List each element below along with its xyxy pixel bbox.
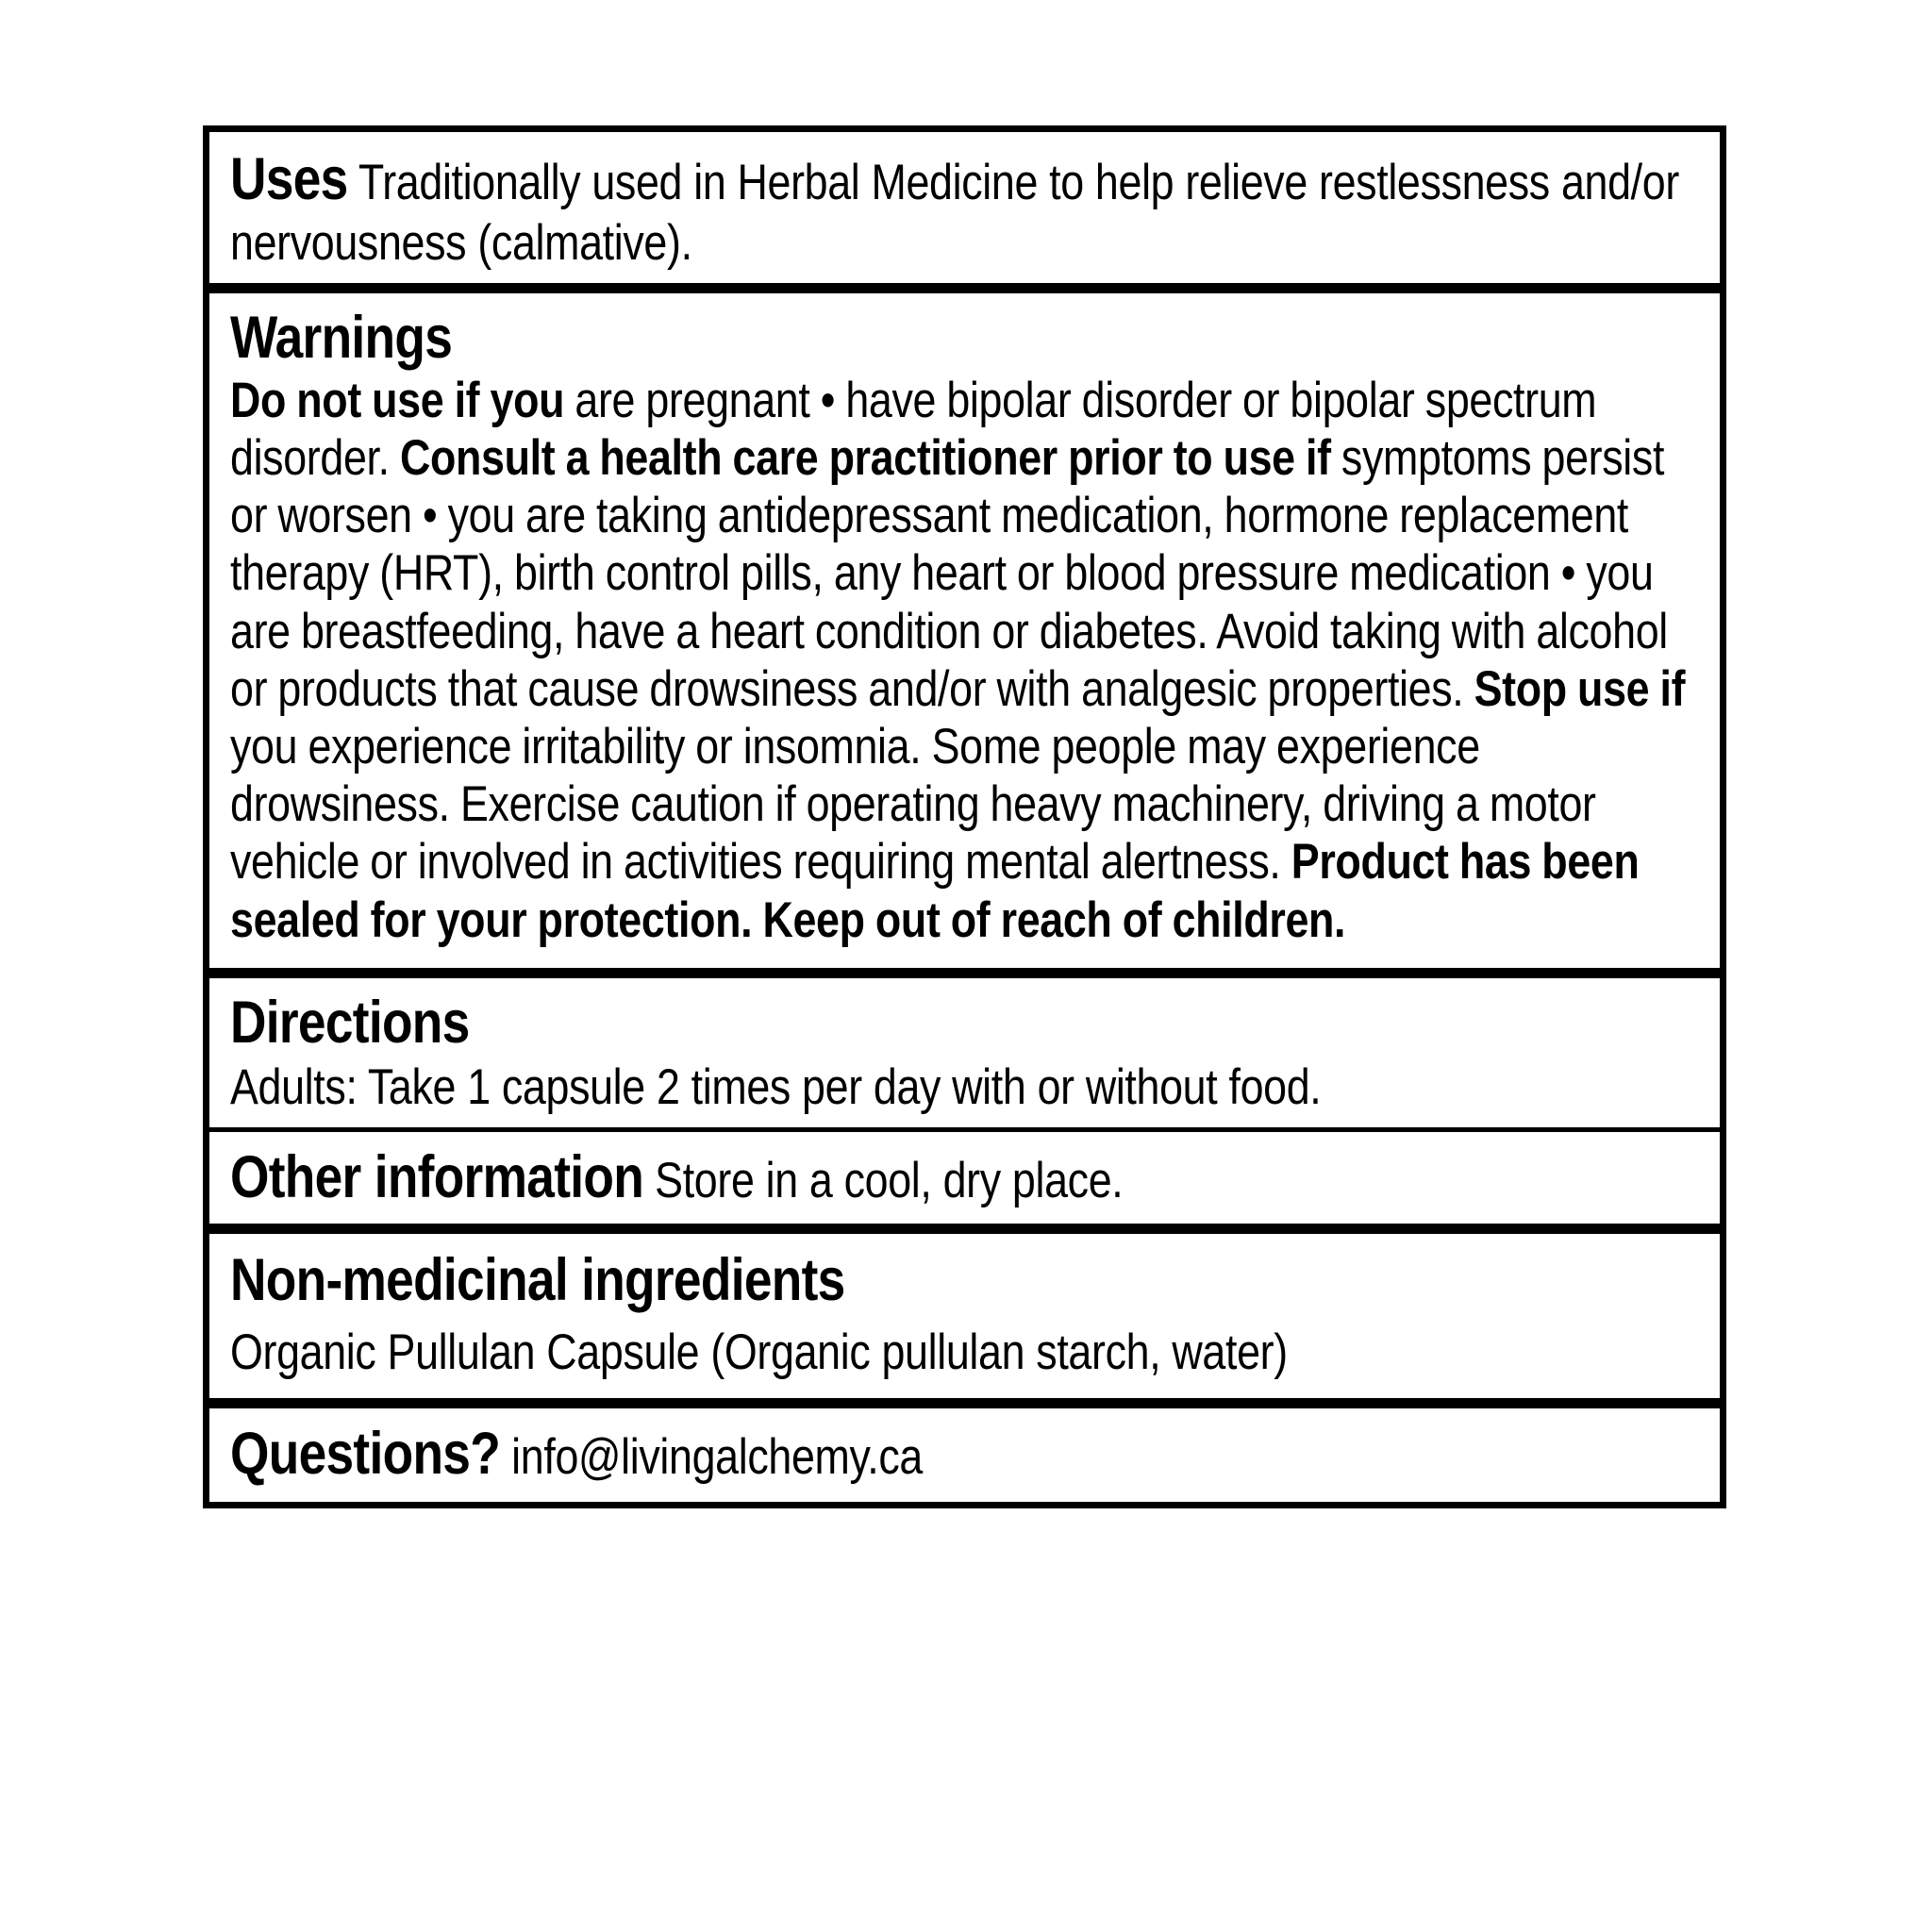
other-information-body: Store in a cool, dry place. (655, 1152, 1124, 1208)
warnings-run-0: Do not use if you (230, 372, 575, 428)
warnings-run-1: are pregnant • have bipolar disorder or bipolar spectrum disorder. (230, 372, 1597, 486)
uses-body (348, 155, 358, 210)
warnings-run-4: Stop use if (1474, 660, 1686, 717)
warnings-heading: Warnings (230, 304, 453, 371)
warnings-run-6: Product has been sealed for your protection. Keep out of reach of children. (230, 834, 1640, 948)
questions-email: info@livingalchemy.ca (511, 1428, 923, 1485)
uses-heading: Uses (230, 146, 348, 212)
questions-line (230, 1420, 1699, 1489)
warnings-run-5: you experience irritability or insomnia. Some people may experience drowsiness. Exercise caution if operating heavy machinery, driving a motor vehicle or involved in activities requiring mental alertness. (230, 718, 1596, 891)
section-questions (209, 1398, 1720, 1502)
warnings-run-2: Consult a health care practitioner prior to use if (399, 429, 1341, 486)
directions-heading: Directions (230, 989, 470, 1056)
questions-heading: Questions? (230, 1420, 501, 1487)
drug-facts-panel (203, 125, 1726, 1508)
uses-line (230, 145, 1699, 272)
non-medicinal-ingredients-heading: Non-medicinal ingredients (230, 1246, 845, 1313)
other-information-line (230, 1143, 1699, 1212)
non-medicinal-ingredients-body: Organic Pullulan Capsule (Organic pullulan starch, water) (230, 1324, 1288, 1380)
uses-body-text: Traditionally used in Herbal Medicine to help relieve restlessness and/or nervousness (calmative). (230, 155, 1679, 271)
spacer (643, 1153, 655, 1208)
directions-body: Adults: Take 1 capsule 2 times per day with or without food. (230, 1058, 1322, 1115)
warnings-body (230, 372, 1699, 949)
section-non-medicinal-ingredients (209, 1224, 1720, 1398)
section-uses (209, 132, 1720, 283)
section-warnings (209, 283, 1720, 968)
section-directions (209, 968, 1720, 1127)
warnings-run-3: symptoms persist or worsen • you are taking antidepressant medication, hormone replacement therapy (HRT), birth control pills, any heart or blood pressure medication • you are breastfeeding, have a heart condition or diabetes. Avoid taking with alcohol or products that cause drowsiness and/or with analgesic properties. (230, 429, 1668, 717)
section-other-information (209, 1127, 1720, 1224)
spacer (500, 1429, 511, 1485)
other-information-heading: Other information (230, 1143, 644, 1210)
